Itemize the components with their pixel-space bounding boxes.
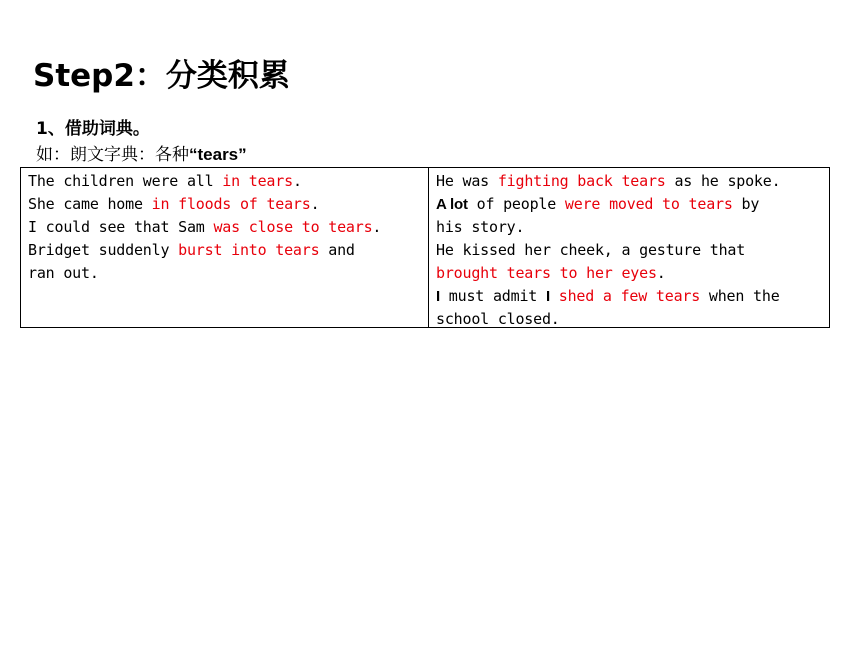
example-line: [28, 216, 422, 239]
plain-text: school closed.: [436, 310, 560, 328]
subtitle-line-2: [36, 140, 247, 165]
highlight-phrase: burst into tears: [178, 241, 320, 259]
highlight-phrase: shed a few tears: [558, 287, 701, 305]
example-line: [436, 262, 823, 285]
subtitle-line-1: 1、借助词典。: [36, 119, 150, 139]
plain-text: by: [732, 195, 760, 213]
highlight-phrase: were moved to tears: [564, 195, 733, 213]
plain-text: .: [310, 195, 320, 213]
example-line: [28, 170, 422, 193]
plain-text: The children were all: [28, 172, 223, 190]
subtitle-prefix: 如：朗文字典：各种: [36, 145, 189, 165]
plain-text: Bridget suddenly: [28, 241, 179, 259]
right-column: [429, 168, 829, 327]
example-table: [20, 167, 830, 328]
example-line: [436, 193, 823, 216]
plain-text: He kissed her cheek, a gesture that: [436, 241, 746, 259]
left-column: [21, 168, 429, 327]
bold-text: I: [545, 288, 550, 305]
example-line: [436, 239, 823, 262]
highlight-phrase: was close to tears: [213, 218, 373, 236]
example-line: [28, 193, 422, 216]
highlight-phrase: in tears: [222, 172, 293, 190]
plain-text: [550, 287, 559, 305]
plain-text: as he spoke.: [665, 172, 781, 190]
example-line: [436, 170, 823, 193]
bold-text: I: [436, 288, 440, 305]
plain-text: .: [656, 264, 666, 282]
plain-text: and: [319, 241, 355, 259]
plain-text: He was: [436, 172, 498, 190]
highlight-phrase: in floods of tears: [151, 195, 311, 213]
example-line: [28, 262, 422, 285]
plain-text: his story.: [436, 218, 525, 236]
example-line: [436, 285, 823, 308]
plain-text: She came home: [28, 195, 152, 213]
example-line: [28, 239, 422, 262]
example-line: [436, 216, 823, 239]
highlight-phrase: brought tears to her eyes: [436, 264, 657, 282]
page-title: Step2：分类积累: [33, 58, 290, 94]
plain-text: when the: [700, 287, 780, 305]
plain-text: ran out.: [28, 264, 99, 282]
plain-text: I could see that Sam: [28, 218, 214, 236]
subtitle-tears-word: “tears”: [189, 145, 247, 164]
plain-text: must admit: [439, 287, 546, 305]
bold-text: A lot: [436, 196, 468, 213]
plain-text: .: [372, 218, 382, 236]
highlight-phrase: fighting back tears: [497, 172, 666, 190]
plain-text: .: [292, 172, 302, 190]
plain-text: of people: [467, 195, 565, 213]
example-line: [436, 308, 823, 331]
